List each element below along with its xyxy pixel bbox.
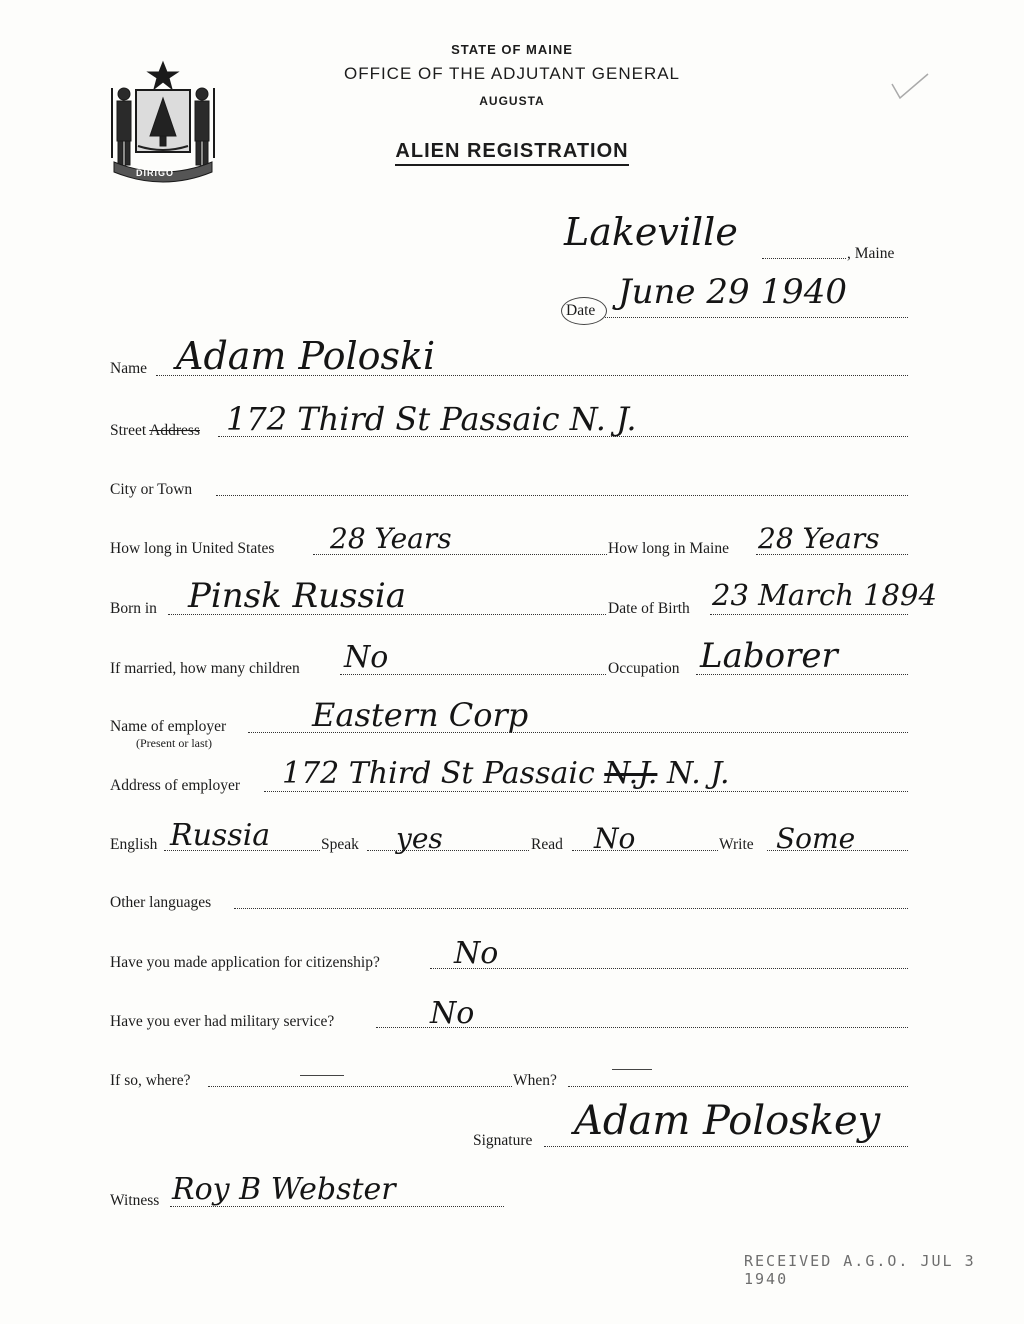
maine-label: , Maine bbox=[847, 245, 895, 262]
city-line bbox=[216, 495, 908, 496]
citizenship-line bbox=[430, 968, 908, 969]
state-heading: STATE OF MAINE bbox=[451, 42, 573, 57]
witness-label: Witness bbox=[110, 1192, 160, 1209]
when-line bbox=[568, 1086, 908, 1087]
employer-address-label: Address of employer bbox=[110, 777, 240, 794]
english-value: Russia bbox=[170, 818, 271, 853]
place-line bbox=[762, 258, 846, 259]
form-title: ALIEN REGISTRATION bbox=[0, 140, 1024, 163]
signature-line bbox=[544, 1146, 908, 1147]
read-label: Read bbox=[531, 836, 563, 853]
other-languages-line bbox=[234, 908, 908, 909]
read-value: No bbox=[594, 822, 636, 855]
when-dash bbox=[612, 1069, 652, 1070]
employer-value: Eastern Corp bbox=[312, 696, 529, 734]
name-label: Name bbox=[110, 360, 148, 377]
place-value: Lakeville bbox=[564, 210, 738, 254]
military-label: Have you ever had military service? bbox=[110, 1013, 335, 1030]
date-value: June 29 1940 bbox=[618, 272, 847, 312]
date-label: Date bbox=[566, 302, 596, 319]
witness-value: Roy B Webster bbox=[172, 1172, 396, 1207]
street-value: 172 Third St Passaic N. J. bbox=[226, 400, 637, 438]
speak-line bbox=[367, 850, 529, 851]
speak-label: Speak bbox=[321, 836, 359, 853]
city-label: City or Town bbox=[110, 481, 193, 498]
city-heading: AUGUSTA bbox=[479, 94, 545, 108]
children-label: If married, how many children bbox=[110, 660, 300, 677]
occupation-label: Occupation bbox=[608, 660, 680, 677]
speak-value: yes bbox=[396, 822, 443, 855]
date-line bbox=[605, 317, 908, 318]
how-long-maine-label: How long in Maine bbox=[608, 540, 729, 557]
children-value: No bbox=[344, 640, 389, 675]
received-stamp: RECEIVED A.G.O. JUL 3 1940 bbox=[744, 1252, 976, 1288]
office-heading: OFFICE OF THE ADJUTANT GENERAL bbox=[343, 64, 681, 83]
date-of-birth-line bbox=[710, 614, 908, 615]
citizenship-label: Have you made application for citizenship? bbox=[110, 954, 380, 971]
seal-motto: DIRIGO bbox=[136, 168, 175, 178]
employer-sublabel: (Present or last) bbox=[136, 736, 212, 750]
citizenship-value: No bbox=[454, 936, 499, 971]
how-long-maine-value: 28 Years bbox=[758, 522, 880, 555]
english-label: English bbox=[110, 836, 158, 853]
name-value: Adam Poloski bbox=[176, 334, 436, 378]
signature-value: Adam Poloskey bbox=[574, 1098, 881, 1144]
how-long-us-value: 28 Years bbox=[330, 522, 452, 555]
write-value: Some bbox=[776, 822, 856, 855]
when-label: When? bbox=[513, 1072, 557, 1089]
signature-label: Signature bbox=[473, 1132, 533, 1149]
how-long-us-label: How long in United States bbox=[110, 540, 275, 557]
other-languages-label: Other languages bbox=[110, 894, 212, 911]
employer-address-line bbox=[264, 791, 908, 792]
employer-label: Name of employer bbox=[110, 718, 227, 735]
where-label: If so, where? bbox=[110, 1072, 191, 1089]
born-in-value: Pinsk Russia bbox=[188, 576, 407, 616]
write-label: Write bbox=[719, 836, 754, 853]
military-value: No bbox=[430, 996, 475, 1031]
occupation-value: Laborer bbox=[700, 636, 838, 676]
employer-address-value: 172 Third St Passaic N.J. N. J. bbox=[282, 756, 730, 791]
born-in-label: Born in bbox=[110, 600, 157, 617]
street-label: Street Address bbox=[110, 422, 200, 439]
date-of-birth-value: 23 March 1894 bbox=[712, 578, 937, 612]
where-line bbox=[208, 1086, 512, 1087]
date-of-birth-label: Date of Birth bbox=[608, 600, 690, 617]
where-dash bbox=[300, 1075, 344, 1076]
